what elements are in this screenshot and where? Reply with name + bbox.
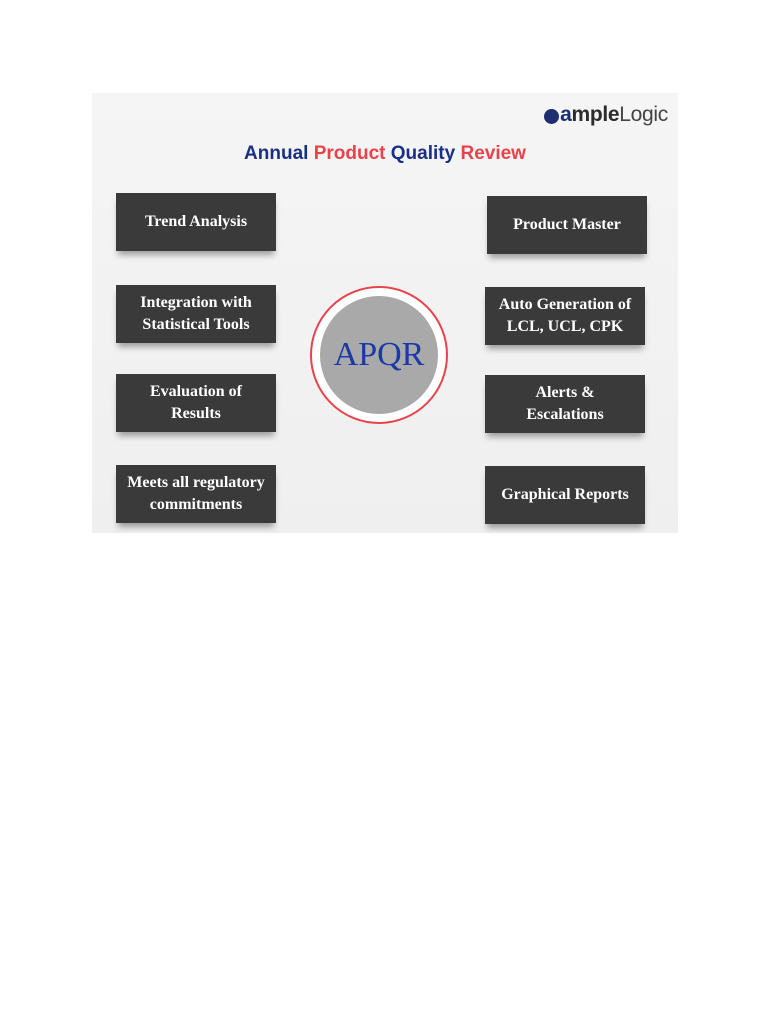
title-word-product: Product — [313, 143, 386, 164]
box-evaluation-of-results — [116, 374, 276, 432]
box-trend-analysis — [116, 193, 276, 251]
box-auto-generation-lcl-ucl-cpk — [485, 287, 645, 345]
box-label: Trend Analysis — [144, 213, 248, 230]
apqr-label: APQR — [333, 336, 425, 373]
logo-circle-icon — [544, 109, 559, 124]
title-word-review: Review — [460, 143, 526, 164]
box-label: Meets all regulatory commitments — [127, 474, 265, 513]
box-alerts-escalations — [485, 375, 645, 433]
box-label: Product Master — [513, 216, 621, 233]
box-label: Integration with Statistical Tools — [140, 294, 252, 333]
logo-text-mple: mple — [571, 103, 620, 126]
logo-text-logic: Logic — [619, 103, 668, 126]
box-label: Graphical Reports — [501, 486, 629, 503]
logo-text-a: a — [560, 103, 572, 126]
diagram-title — [92, 143, 678, 165]
apqr-diagram — [92, 93, 678, 533]
title-word-quality: Quality — [390, 143, 456, 164]
apqr-circle — [310, 286, 448, 424]
apqr-circle-inner — [320, 296, 438, 414]
box-graphical-reports — [485, 466, 645, 524]
box-label: Evaluation of Results — [149, 383, 242, 422]
box-regulatory-commitments — [116, 465, 276, 523]
box-integration-statistical-tools — [116, 285, 276, 343]
box-label: Alerts & Escalations — [526, 384, 604, 423]
box-label: Auto Generation of LCL, UCL, CPK — [498, 296, 632, 335]
title-word-annual: Annual — [244, 143, 309, 164]
box-product-master — [487, 196, 647, 254]
amplelogic-logo — [544, 103, 668, 127]
